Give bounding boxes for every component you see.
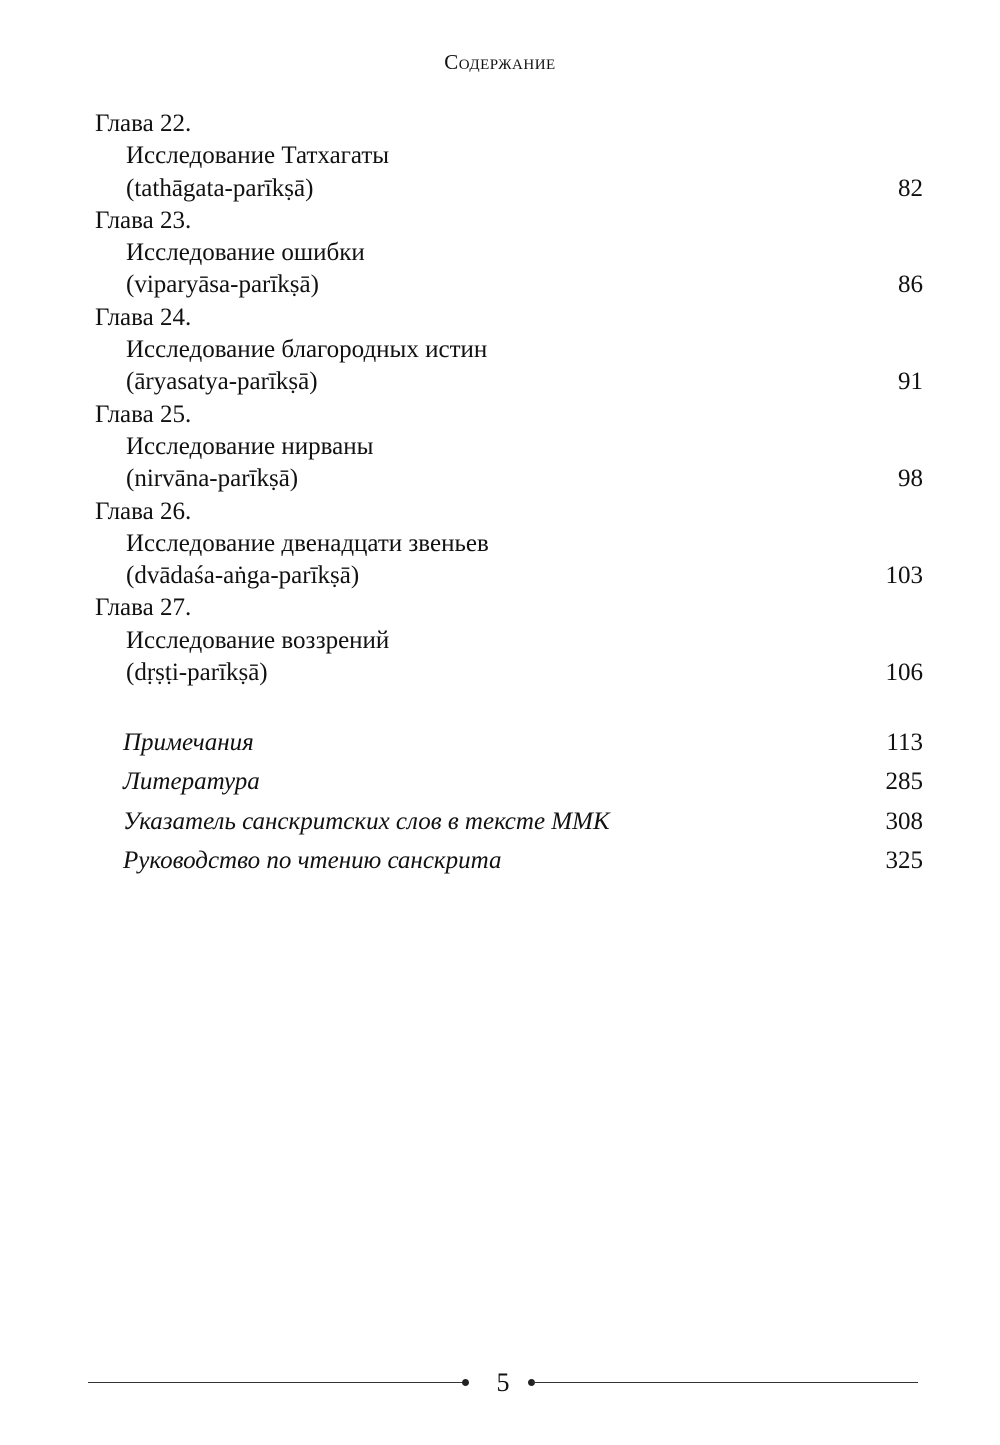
page-footer	[88, 1365, 918, 1401]
chapter-sanskrit-line	[95, 560, 923, 592]
toc-entry-reading-guide[interactable]	[123, 841, 923, 880]
chapter-title: Исследование двенадцати звеньев	[126, 529, 489, 557]
chapter-sanskrit-line	[95, 269, 923, 301]
chapter-sanskrit-line	[95, 366, 923, 398]
toc-entry-chapter-25[interactable]	[95, 399, 923, 496]
toc-entry-chapter-26[interactable]	[95, 496, 923, 593]
chapter-sanskrit: (nirvāna-parīkṣā)	[126, 465, 299, 493]
chapter-title: Исследование ошибки	[126, 239, 365, 267]
page-number: 91	[898, 368, 923, 396]
chapter-heading: Глава 27.	[95, 594, 192, 622]
appendix-title: Литература	[123, 768, 260, 796]
page-number: 308	[885, 807, 923, 835]
chapter-sanskrit-line	[95, 657, 923, 689]
page-number: 103	[885, 562, 923, 590]
chapter-sanskrit-line	[95, 173, 923, 205]
chapter-title: Исследование Татхагаты	[126, 142, 390, 170]
folio-number: 5	[496, 1368, 510, 1397]
appendix-title: Указатель санскритских слов в тексте ММК	[123, 807, 610, 835]
toc-entry-chapter-27[interactable]	[95, 592, 923, 689]
toc-entry-notes[interactable]	[123, 723, 923, 762]
chapter-heading: Глава 26.	[95, 497, 192, 525]
chapter-title: Исследование благородных истин	[126, 336, 488, 364]
page-number: 113	[886, 729, 923, 756]
chapter-title: Исследование воззрений	[126, 626, 390, 654]
footer-dot-left	[462, 1379, 469, 1386]
page-number: 106	[885, 659, 923, 687]
chapter-sanskrit: (viparyāsa-parīkṣā)	[126, 271, 319, 299]
page-number: 325	[885, 846, 923, 874]
toc-entry-sanskrit-index[interactable]	[123, 802, 923, 841]
chapter-title: Исследование нирваны	[126, 432, 374, 460]
chapter-sanskrit: (dṛṣṭi-parīkṣā)	[126, 659, 268, 687]
toc-entry-chapter-24[interactable]	[95, 302, 923, 399]
chapter-heading: Глава 22.	[95, 110, 192, 137]
page-number: 86	[898, 271, 923, 299]
footer-rule-left	[88, 1382, 463, 1383]
chapter-heading: Глава 25.	[95, 400, 192, 428]
chapter-heading: Глава 23.	[95, 206, 192, 234]
page-number: 285	[885, 768, 923, 796]
toc-entry-chapter-22[interactable]	[95, 108, 923, 205]
running-head: Содержание	[444, 50, 556, 74]
chapter-sanskrit-line	[95, 463, 923, 495]
appendix-list	[123, 723, 923, 880]
toc-entry-literature[interactable]	[123, 762, 923, 801]
page-number: 98	[898, 465, 923, 493]
chapter-sanskrit: (dvādaśa-aṅga-parīkṣā)	[126, 562, 360, 590]
chapter-sanskrit: (āryasatya-parīkṣā)	[126, 368, 318, 396]
appendix-title: Руководство по чтению санскрита	[123, 846, 502, 874]
toc-entry-chapter-23[interactable]	[95, 205, 923, 302]
footer-rule-right	[532, 1382, 918, 1383]
appendix-title: Примечания	[123, 729, 254, 756]
page-number: 82	[898, 174, 923, 202]
chapter-sanskrit: (tathāgata-parīkṣā)	[126, 174, 314, 202]
table-of-contents	[95, 108, 923, 689]
chapter-heading: Глава 24.	[95, 303, 192, 331]
